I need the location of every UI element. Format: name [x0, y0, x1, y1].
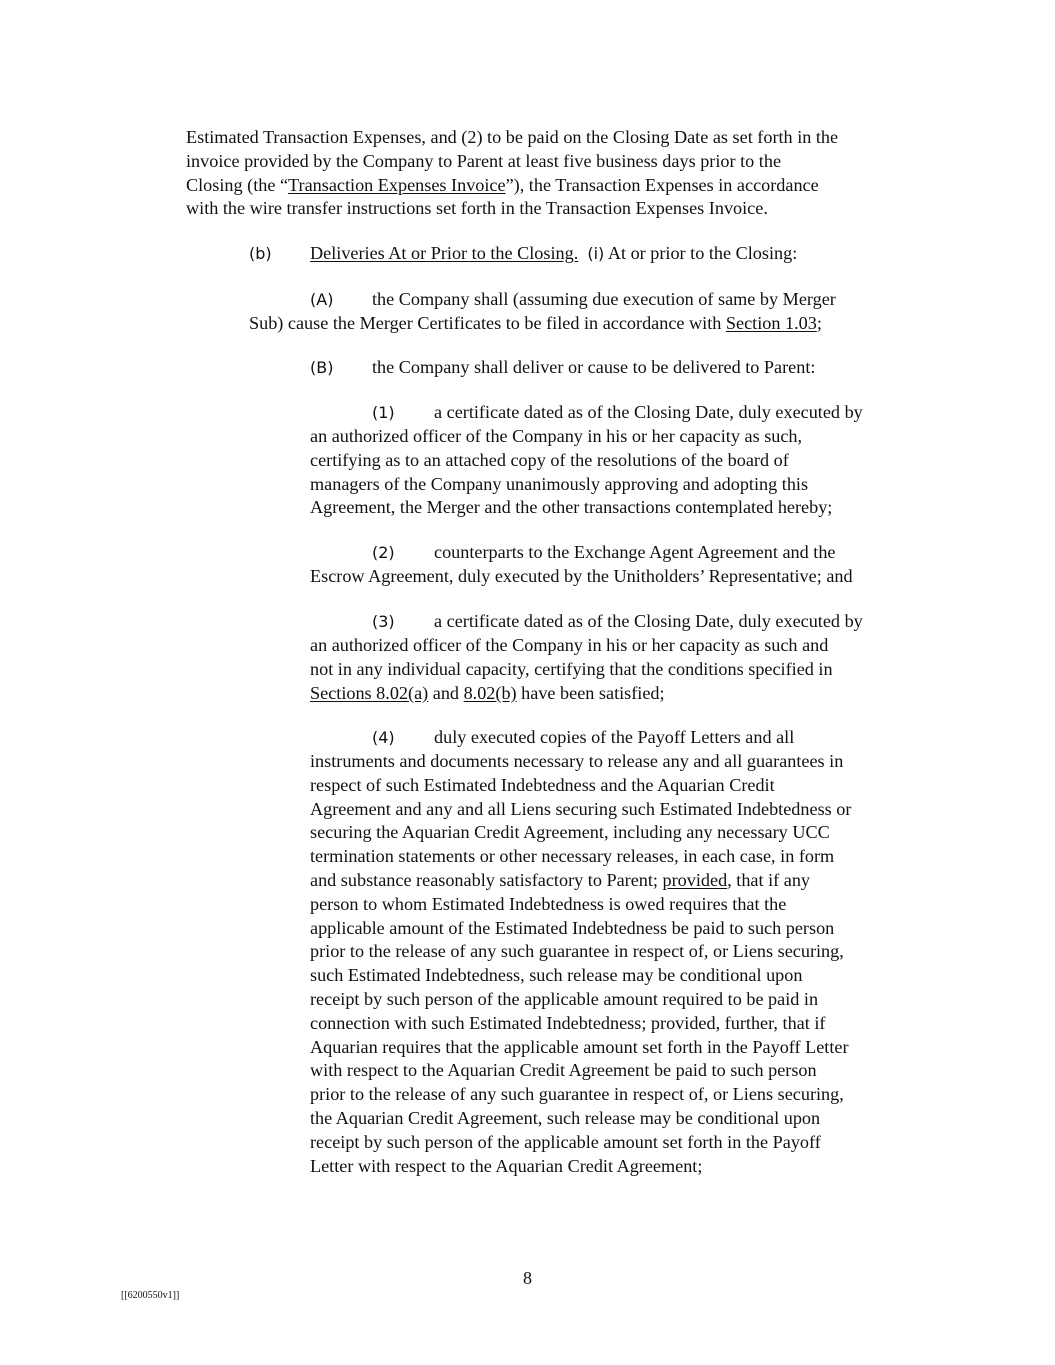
section-b-line [310, 242, 950, 266]
item-4-line-1: duly executed copies of the Payoff Letters and all [434, 727, 795, 747]
item-2-line-2: Escrow Agreement, duly executed by the Unitholders’ Representative; and [310, 566, 853, 586]
item-4-line-15: with respect to the Aquarian Credit Agreement be paid to such person [310, 1060, 817, 1081]
document-id: [[6200550v1]] [121, 1290, 180, 1301]
item-a-line-2-pre: Sub) cause the Merger Certificates to be filed in accordance with [249, 313, 726, 333]
defined-term-provided: provided [662, 869, 728, 890]
item-3-line-4-post: have been satisfied; [516, 682, 665, 703]
item-1-line-5: Agreement, the Merger and the other transactions contemplated hereby; [310, 497, 833, 518]
item-4-line-2: instruments and documents necessary to release any and all guarantees in [310, 751, 844, 771]
item-4-line-6: termination statements or other necessary releases, in each case, in form [310, 846, 835, 867]
item-3-line-4 [310, 682, 950, 706]
item-4-line-13: connection with such Estimated Indebtedness; provided, further, that if [310, 1012, 826, 1033]
item-4-line-9: applicable amount of the Estimated Indebtedness be paid to such person [310, 917, 835, 938]
item-4-rest [310, 750, 950, 1178]
item-4-line-7 [310, 869, 950, 893]
item-1-line-2: an authorized officer of the Company in his or her capacity as such, [310, 426, 803, 446]
intro-line-1: Estimated Transaction Expenses, and (2) to be paid on the Closing Date as set forth in the [186, 127, 839, 147]
item-1-line-1: a certificate dated as of the Closing Date, duly executed by [434, 402, 863, 422]
intro-line-3-post: ”), the Transaction Expenses in accordance [505, 174, 819, 195]
section-b-label: (b) [249, 244, 272, 263]
item-3-line-3: not in any individual capacity, certifying that the conditions specified in [310, 658, 833, 679]
item-4-line-16: prior to the release of any such guarantee in respect of, or Liens securing, [310, 1084, 844, 1105]
item-3-rest [310, 634, 950, 705]
defined-term-transaction-expenses-invoice: Transaction Expenses Invoice [288, 174, 506, 195]
item-a-line-2-post: ; [816, 313, 822, 333]
item-1-rest [310, 425, 950, 520]
item-4-line-7-pre: and substance reasonably satisfactory to Parent; [310, 869, 663, 890]
item-1-label: (1) [372, 403, 395, 422]
item-3-line-2: an authorized officer of the Company in his or her capacity as such and [310, 635, 829, 655]
section-b-sub-label: (i) [587, 244, 605, 263]
item-b-label: (B) [310, 358, 334, 377]
item-4-line-7-post: , that if any [727, 869, 811, 890]
section-b-heading: Deliveries At or Prior to the Closing. [310, 243, 579, 263]
item-a-line-1: the Company shall (assuming due execution of same by Merger [372, 289, 836, 309]
page-number: 8 [523, 1268, 532, 1288]
item-4-line-18: receipt by such person of the applicable amount set forth in the Payoff [310, 1131, 821, 1152]
section-b-text: At or prior to the Closing: [607, 243, 798, 263]
item-4-label: (4) [372, 728, 395, 747]
item-4-line-17: the Aquarian Credit Agreement, such release may be conditional upon [310, 1107, 821, 1128]
item-3-line-4-mid: and [428, 682, 464, 703]
item-4-line-10: prior to the release of any such guarantee in respect of, or Liens securing, [310, 941, 844, 962]
intro-line-2: invoice provided by the Company to Parent at least five business days prior to the [186, 150, 782, 171]
item-4-line-14: Aquarian requires that the applicable amount set forth in the Payoff Letter [310, 1036, 849, 1057]
item-3-label: (3) [372, 612, 395, 631]
item-3-line-1: a certificate dated as of the Closing Date, duly executed by [434, 611, 863, 631]
item-a-label: (A) [310, 290, 334, 309]
section-1-03-ref: Section 1.03 [725, 313, 817, 333]
item-a-line-2 [249, 312, 949, 336]
intro-line-3 [186, 174, 946, 198]
item-1-line-3: certifying as to an attached copy of the resolutions of the board of [310, 449, 789, 470]
section-8-02-b-ref: 8.02(b) [463, 682, 517, 703]
item-2-label: (2) [372, 543, 395, 562]
item-4-line-19: Letter with respect to the Aquarian Credit Agreement; [310, 1155, 703, 1176]
item-2-line-1: counterparts to the Exchange Agent Agreement and the [434, 542, 836, 562]
intro-paragraph [186, 126, 946, 221]
item-4-line-3: respect of such Estimated Indebtedness and the Aquarian Credit [310, 774, 775, 795]
item-4-line-11: such Estimated Indebtedness, such release may be conditional upon [310, 965, 803, 986]
sections-8-02-a-ref: Sections 8.02(a) [310, 682, 429, 703]
intro-line-3-pre: Closing (the “ [186, 174, 289, 195]
item-4-line-5: securing the Aquarian Credit Agreement, including any necessary UCC [310, 822, 830, 843]
item-4-line-8: person to whom Estimated Indebtedness is owed requires that the [310, 893, 787, 914]
item-4-line-4: Agreement and any and all Liens securing such Estimated Indebtedness or [310, 798, 852, 819]
item-1-line-4: managers of the Company unanimously approving and adopting this [310, 473, 809, 494]
item-b-text: the Company shall deliver or cause to be delivered to Parent: [372, 357, 816, 377]
intro-line-4: with the wire transfer instructions set forth in the Transaction Expenses Invoice. [186, 198, 768, 219]
item-4-line-12: receipt by such person of the applicable amount required to be paid in [310, 988, 819, 1009]
